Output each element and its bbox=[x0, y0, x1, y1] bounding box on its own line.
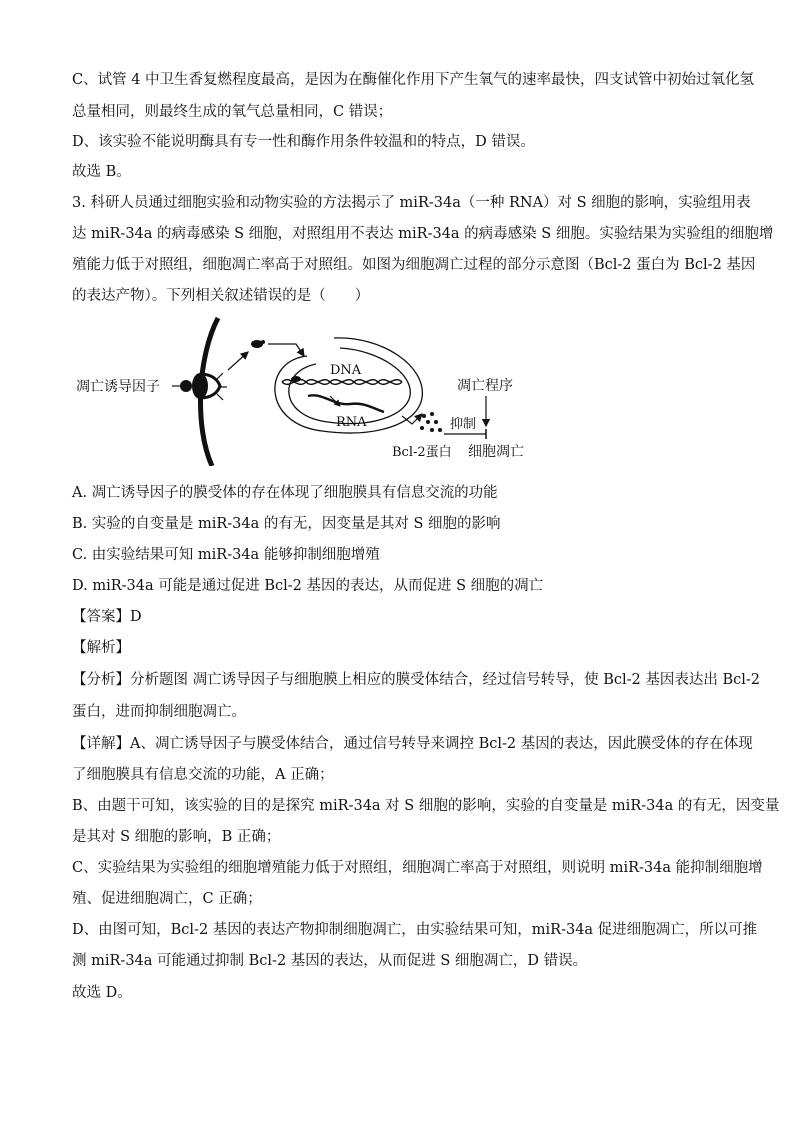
answer-line: 【答案】D bbox=[72, 609, 142, 625]
bcl2-dot bbox=[434, 420, 438, 424]
signal-ray bbox=[217, 373, 223, 379]
detail-line: 殖、促进细胞凋亡，C 正确； bbox=[72, 891, 262, 907]
detail-line: D、由图可知，Bcl-2 基因的表达产物抑制细胞凋亡，由实验结果可知，miR-34a 促进细胞凋亡，所以可推 bbox=[72, 922, 758, 938]
bcl2-dot bbox=[420, 426, 424, 430]
detail-line: 【详解】A、凋亡诱导因子与膜受体结合，通过信号转导来调控 Bcl-2 基因的表达，因此膜受体的存在体现 bbox=[72, 736, 753, 752]
signal-arrow bbox=[228, 352, 248, 370]
membrane-receptor bbox=[192, 373, 208, 399]
polymerase bbox=[291, 376, 301, 382]
question-line: 达 miR-34a 的病毒感染 S 细胞，对照组用不表达 miR-34a 的病毒感染 S 细胞。实验结果为实验组的细胞增 bbox=[72, 226, 774, 242]
inducer-label: 凋亡诱导因子 bbox=[76, 379, 160, 395]
bcl2-dot bbox=[430, 428, 434, 432]
paragraph-line: 故选 B。 bbox=[72, 164, 131, 180]
question-line: 的表达产物）。下列相关叙述错误的是（ ） bbox=[72, 288, 370, 304]
option-d: D. miR-34a 可能是通过促进 Bcl-2 基因的表达，从而促进 S 细胞的凋亡 bbox=[72, 578, 544, 594]
option-a: A. 凋亡诱导因子的膜受体的存在体现了细胞膜具有信息交流的功能 bbox=[72, 485, 498, 501]
apoptosis-diagram bbox=[72, 316, 542, 466]
dna-label: DNA bbox=[330, 363, 362, 378]
option-c: C. 由实验结果可知 miR-34a 能够抑制细胞增殖 bbox=[72, 547, 380, 563]
detail-line: 测 miR-34a 可能通过抑制 Bcl-2 基因的表达，从而促进 S 细胞凋亡，D 错误。 bbox=[72, 953, 588, 969]
bcl2-dot bbox=[430, 412, 434, 416]
detail-line: 是其对 S 细胞的影响，B 正确； bbox=[72, 829, 281, 845]
signal-ray bbox=[217, 394, 223, 400]
detail-line: 了细胞膜具有信息交流的功能，A 正确； bbox=[72, 767, 334, 783]
nuclear-envelope-inner bbox=[289, 348, 410, 424]
paragraph-line: D、该实验不能说明酶具有专一性和酶作用条件较温和的特点，D 错误。 bbox=[72, 134, 535, 150]
selection-line: 故选 D。 bbox=[72, 985, 132, 1001]
detail-line: C、实验结果为实验组的细胞增殖能力低于对照组，细胞凋亡率高于对照组，则说明 miR-34a 能抑制细胞增 bbox=[72, 860, 763, 876]
nucleus-entry-arrow bbox=[268, 344, 304, 356]
apoptosis-inducer bbox=[180, 380, 192, 392]
detail-line: B、由题干可知，该实验的目的是探究 miR-34a 对 S 细胞的影响，实验的自变量是 miR-34a 的有无，因变量 bbox=[72, 798, 780, 814]
program-label: 凋亡程序 bbox=[457, 378, 513, 394]
rna-label: RNA bbox=[336, 415, 367, 430]
bcl2-protein-label: Bcl-2蛋白 bbox=[392, 445, 452, 460]
analysis-line: 【分析】分析题图 凋亡诱导因子与细胞膜上相应的膜受体结合，经过信号转导，使 Bcl-2 基因表达出 Bcl-2 bbox=[72, 672, 761, 688]
apoptosis-label: 细胞凋亡 bbox=[468, 444, 524, 460]
analysis-line: 蛋白，进而抑制细胞凋亡。 bbox=[72, 704, 246, 720]
question-line: 殖能力低于对照组，细胞凋亡率高于对照组。如图为细胞凋亡过程的部分示意图（Bcl-2 蛋白为 Bcl-2 基因 bbox=[72, 257, 756, 273]
inhibit-label: 抑制 bbox=[450, 417, 477, 432]
rna-strand bbox=[308, 395, 384, 412]
bcl2-dot bbox=[422, 414, 426, 418]
paragraph-line: C、试管 4 中卫生香复燃程度最高，是因为在酶催化作用下产生氧气的速率最快，四支试管中初始过氧化氢 bbox=[72, 72, 755, 88]
bcl2-dot bbox=[438, 428, 442, 432]
question-line: 3. 科研人员通过细胞实验和动物实验的方法揭示了 miR-34a（一种 RNA）对 S 细胞的影响，实验组用表 bbox=[72, 195, 751, 211]
analysis-heading: 【解析】 bbox=[72, 640, 130, 656]
paragraph-line: 总量相同，则最终生成的氧气总量相同，C 错误； bbox=[72, 104, 393, 120]
signal-molecule-dot bbox=[261, 340, 265, 344]
option-b: B. 实验的自变量是 miR-34a 的有无，因变量是其对 S 细胞的影响 bbox=[72, 516, 501, 532]
bcl2-dot bbox=[426, 420, 430, 424]
